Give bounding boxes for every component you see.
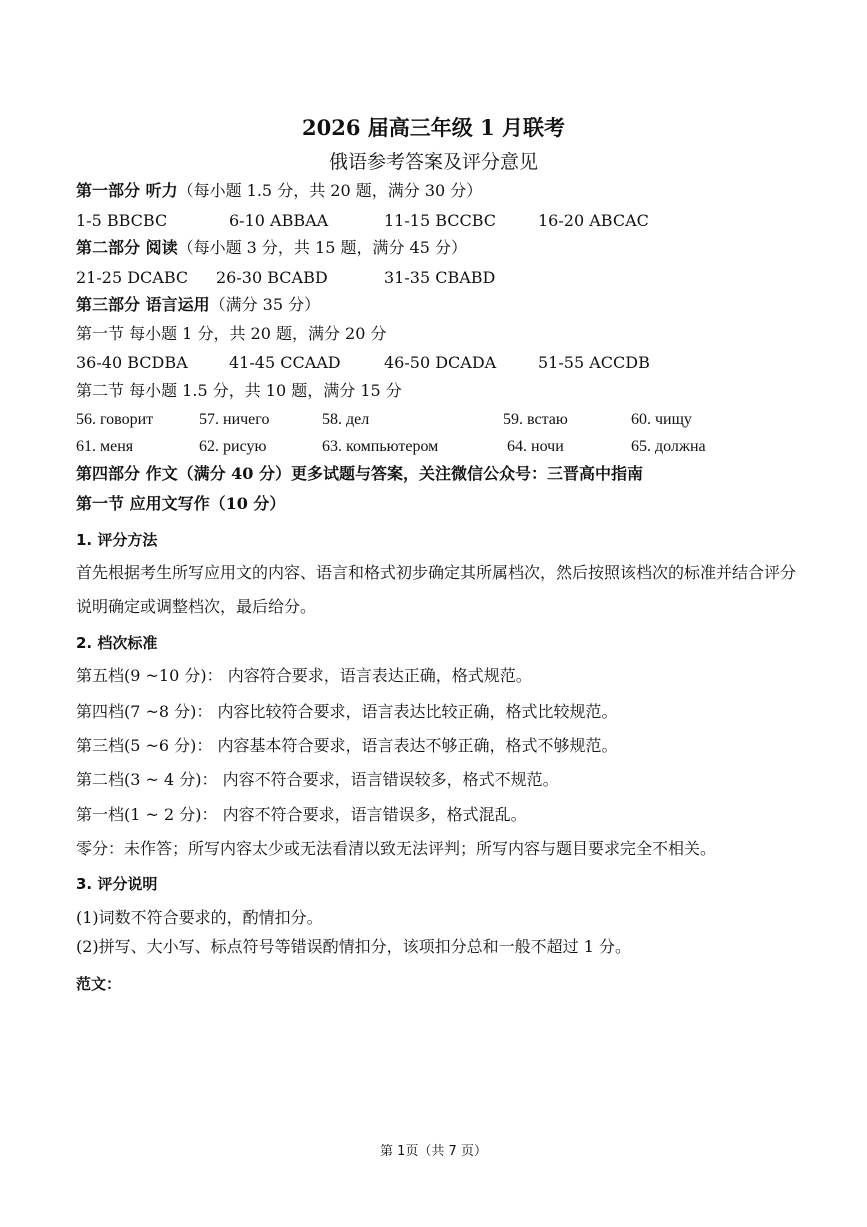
part3-heading: 第三部分 语言运用: [76, 295, 210, 314]
answer-cell: 46-50 DCADA: [384, 353, 497, 372]
answer-cell: 57. ничего: [199, 411, 270, 428]
sample-label: 范文：: [76, 975, 122, 993]
answer-cell: 51-55 ACCDB: [538, 353, 650, 372]
levels-heading: 2. 档次标准: [76, 634, 158, 652]
answer-cell: 59. встаю: [503, 411, 568, 428]
part3-section1: 第一节 每小题 1 分，共 20 题，满分 20 分: [76, 324, 387, 343]
level-item: 第二档(3 ~ 4 分)： 内容不符合要求，语言错误较多，格式不规范。: [76, 770, 559, 789]
part4-heading: 第四部分 作文（满分 40 分）更多试题与答案，关注微信公众号：三晋高中指南: [76, 464, 643, 483]
note-item: (2)拼写、大小写、标点符号等错误酌情扣分，该项扣分总和一般不超过 1 分。: [76, 937, 632, 956]
part1-heading-line: [76, 180, 482, 202]
part2-note: （每小题 3 分，共 15 题，满分 45 分）: [177, 238, 467, 257]
answer-cell: 16-20 ABCAC: [538, 211, 649, 230]
method-text: 首先根据考生所写应用文的内容、语言和格式初步确定其所属档次，然后按照该档次的标准并结合评分说明确定或调整档次，最后给分。: [76, 563, 797, 616]
page-subtitle: 俄语参考答案及评分意见: [328, 151, 538, 173]
part3-section2: 第二节 每小题 1.5 分，共 10 题，满分 15 分: [76, 381, 402, 400]
answer-cell: 61. меня: [76, 438, 134, 455]
answer-cell: 58. дел: [322, 411, 370, 428]
answer-cell: 63. компьютером: [322, 438, 439, 455]
answer-cell: 6-10 ABBAA: [229, 211, 329, 230]
note-item: (1)词数不符合要求的，酌情扣分。: [76, 908, 323, 927]
part1-heading: 第一部分 听力: [76, 181, 178, 200]
part2-heading: 第二部分 阅读: [76, 238, 178, 257]
answer-cell: 65. должна: [631, 438, 706, 455]
part4-section1: 第一节 应用文写作（10 分）: [76, 494, 286, 513]
answer-cell: 41-45 CCAAD: [229, 353, 341, 372]
level-item: 第四档(7 ~8 分)： 内容比较符合要求，语言表达比较正确，格式比较规范。: [76, 702, 618, 721]
part2-heading-line: [76, 237, 467, 259]
answer-cell: 56. говорит: [76, 411, 154, 428]
answer-cell: 1-5 BBCBC: [76, 211, 168, 230]
answer-cell: 60. чищу: [631, 411, 692, 428]
answer-cell: 36-40 BCDBA: [76, 353, 188, 372]
part1-note: （每小题 1.5 分，共 20 题，满分 30 分）: [177, 181, 483, 200]
answer-cell: 11-15 BCCBC: [384, 211, 497, 230]
page-title: 2026 届高三年级 1 月联考: [302, 115, 565, 140]
level-item: 第一档(1 ~ 2 分)： 内容不符合要求，语言错误多，格式混乱。: [76, 805, 527, 824]
level-item: 第五档(9 ~10 分)： 内容符合要求，语言表达正确，格式规范。: [76, 666, 532, 685]
notes-heading: 3. 评分说明: [76, 875, 158, 893]
answer-cell: 31-35 CBABD: [384, 268, 496, 287]
level-item: 第三档(5 ~6 分)： 内容基本符合要求，语言表达不够正确，格式不够规范。: [76, 736, 618, 755]
part3-heading-line: [76, 294, 320, 316]
answer-cell: 26-30 BCABD: [216, 268, 328, 287]
page-footer: 第 1页（共 7 页）: [380, 1144, 487, 1159]
method-heading: 1. 评分方法: [76, 531, 158, 549]
answer-cell: 62. рисую: [199, 438, 267, 455]
answer-cell: 21-25 DCABC: [76, 268, 189, 287]
answer-cell: 64. ночи: [507, 438, 564, 455]
level-item-zero: 零分：未作答；所写内容太少或无法看清以致无法评判；所写内容与题目要求完全不相关。: [76, 839, 717, 858]
part3-note: （满分 35 分）: [209, 295, 321, 314]
